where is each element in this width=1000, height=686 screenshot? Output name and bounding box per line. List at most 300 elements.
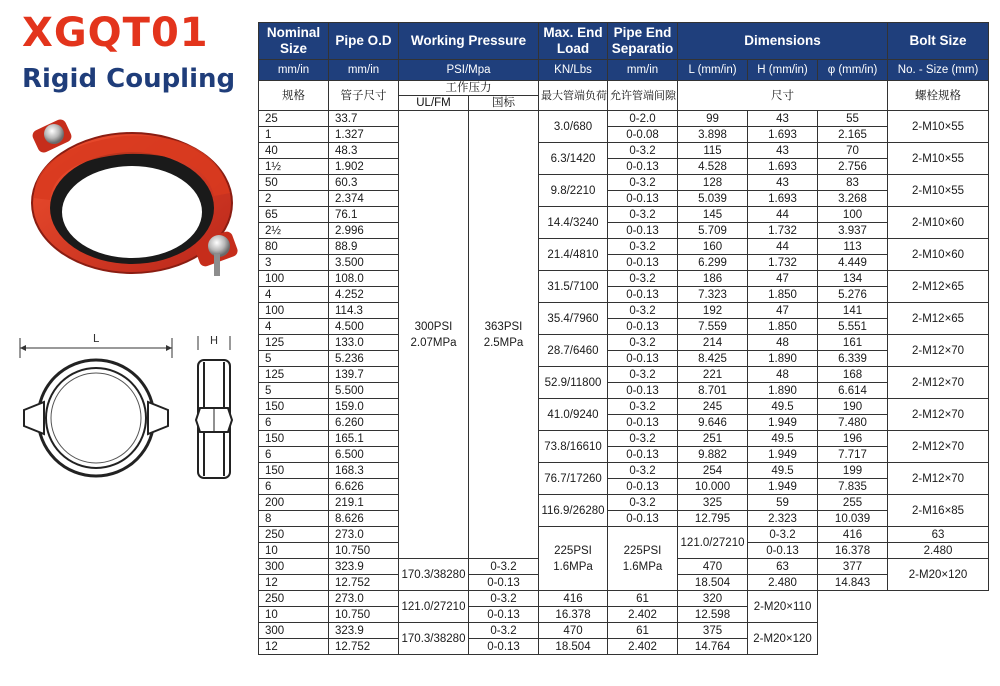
h-mm-cell: 44 (748, 239, 818, 255)
max-end-load-cell: 14.4/3240 (539, 207, 608, 239)
max-end-load-cell: 52.9/11800 (539, 367, 608, 399)
phi-mm-cell: 168 (818, 367, 888, 383)
od-mm-cell: 33.7 (329, 111, 399, 127)
od-in-cell: 2.374 (329, 191, 399, 207)
bolt-size-cell: 2-M12×70 (888, 463, 989, 495)
h-in-cell: 2.323 (748, 511, 818, 527)
l-in-cell: 8.425 (678, 351, 748, 367)
unit-wp: PSI/Mpa (399, 60, 539, 81)
h-in-cell: 1.949 (748, 479, 818, 495)
col-header-nominal-size: Nominal Size (259, 23, 329, 60)
od-mm-cell: 168.3 (329, 463, 399, 479)
max-end-load-cell: 116.9/26280 (539, 495, 608, 527)
l-in-cell: 3.898 (678, 127, 748, 143)
table-row (259, 239, 989, 255)
side-view-drawing (184, 330, 244, 480)
ul-fm-mpa: 2.07MPa (410, 336, 457, 349)
od-mm-cell: 60.3 (329, 175, 399, 191)
table-row (259, 303, 989, 319)
od-in-cell: 2.996 (329, 223, 399, 239)
table-row (259, 399, 989, 415)
col-header-bolt-size: Bolt Size (888, 23, 989, 60)
table-row (259, 159, 989, 175)
l-in-cell: 7.559 (678, 319, 748, 335)
separation-in-cell: 0-0.13 (608, 159, 678, 175)
l-mm-cell: 470 (539, 623, 608, 639)
separation-in-cell: 0-0.13 (608, 351, 678, 367)
bolt-size-cell: 2-M20×120 (888, 559, 989, 591)
h-in-cell: 2.402 (608, 607, 678, 623)
h-mm-cell: 43 (748, 175, 818, 191)
l-mm-cell: 99 (678, 111, 748, 127)
separation-in-cell: 0-0.13 (469, 639, 539, 655)
separation-in-cell: 0-0.13 (608, 511, 678, 527)
max-end-load-cell: 28.7/6460 (539, 335, 608, 367)
h-in-cell: 1.949 (748, 415, 818, 431)
od-in-cell: 1.902 (329, 159, 399, 175)
bolt-size-cell: 2-M20×110 (748, 591, 818, 623)
separation-in-cell: 0-0.13 (608, 415, 678, 431)
h-in-cell: 1.693 (748, 127, 818, 143)
table-row (259, 175, 989, 191)
gb-pressure-cell (469, 111, 539, 559)
l-in-cell: 9.882 (678, 447, 748, 463)
od-in-cell: 10.750 (329, 543, 399, 559)
phi-mm-cell: 320 (678, 591, 748, 607)
od-in-cell: 1.327 (329, 127, 399, 143)
bolt-size-cell: 2-M12×65 (888, 303, 989, 335)
phi-in-cell: 14.764 (678, 639, 748, 655)
phi-mm-cell: 134 (818, 271, 888, 287)
l-mm-cell: 128 (678, 175, 748, 191)
table-row (259, 191, 989, 207)
size-mm-cell: 100 (259, 303, 329, 319)
od-mm-cell: 114.3 (329, 303, 399, 319)
phi-mm-cell: 161 (818, 335, 888, 351)
l-in-cell: 18.504 (539, 639, 608, 655)
size-mm-cell: 300 (259, 559, 329, 575)
l-in-cell: 8.701 (678, 383, 748, 399)
h-mm-cell: 59 (748, 495, 818, 511)
l-mm-cell: 254 (678, 463, 748, 479)
max-end-load-cell: 76.7/17260 (539, 463, 608, 495)
cn-dims: 尺寸 (678, 81, 888, 111)
phi-in-cell: 6.339 (818, 351, 888, 367)
l-in-cell: 7.323 (678, 287, 748, 303)
table-row (259, 367, 989, 383)
table-row (259, 127, 989, 143)
bolt-size-cell: 2-M10×60 (888, 239, 989, 271)
table-row (259, 447, 989, 463)
l-mm-cell: 245 (678, 399, 748, 415)
l-in-cell: 18.504 (678, 575, 748, 591)
size-in-cell: 2½ (259, 223, 329, 239)
ul-fm-pressure-cell (539, 527, 608, 591)
table-row (259, 607, 989, 623)
separation-mm-cell: 0-3.2 (748, 527, 818, 543)
h-in-cell: 2.402 (608, 639, 678, 655)
phi-mm-cell: 196 (818, 431, 888, 447)
col-header-max-end-load: Max. End Load (539, 23, 608, 60)
l-in-cell: 12.795 (678, 511, 748, 527)
phi-in-cell: 10.039 (818, 511, 888, 527)
separation-mm-cell: 0-3.2 (469, 623, 539, 639)
separation-in-cell: 0-0.08 (608, 127, 678, 143)
size-in-cell: 3 (259, 255, 329, 271)
phi-in-cell: 3.937 (818, 223, 888, 239)
phi-mm-cell: 199 (818, 463, 888, 479)
max-end-load-cell: 9.8/2210 (539, 175, 608, 207)
gb-mpa: 1.6MPa (622, 560, 663, 573)
od-mm-cell: 323.9 (329, 559, 399, 575)
phi-in-cell: 5.276 (818, 287, 888, 303)
separation-in-cell: 0-0.13 (608, 447, 678, 463)
h-mm-cell: 63 (748, 559, 818, 575)
phi-in-cell: 7.717 (818, 447, 888, 463)
od-in-cell: 6.500 (329, 447, 399, 463)
bolt-size-cell: 2-M12×65 (888, 271, 989, 303)
separation-in-cell: 0-0.13 (608, 479, 678, 495)
table-row (259, 479, 989, 495)
phi-mm-cell: 70 (818, 143, 888, 159)
max-end-load-cell: 41.0/9240 (539, 399, 608, 431)
phi-in-cell: 14.843 (818, 575, 888, 591)
phi-in-cell: 2.756 (818, 159, 888, 175)
od-in-cell: 5.236 (329, 351, 399, 367)
table-row (259, 207, 989, 223)
max-end-load-cell: 31.5/7100 (539, 271, 608, 303)
table-row (259, 335, 989, 351)
product-model: XGQT01 (22, 10, 209, 56)
max-end-load-cell: 35.4/7960 (539, 303, 608, 335)
h-mm-cell: 49.5 (748, 399, 818, 415)
separation-mm-cell: 0-3.2 (608, 175, 678, 191)
separation-in-cell: 0-0.13 (748, 543, 818, 559)
size-in-cell: 1 (259, 127, 329, 143)
l-mm-cell: 192 (678, 303, 748, 319)
l-mm-cell: 416 (539, 591, 608, 607)
size-mm-cell: 125 (259, 335, 329, 351)
unit-phi: φ (mm/in) (818, 60, 888, 81)
table-row (259, 431, 989, 447)
od-mm-cell: 219.1 (329, 495, 399, 511)
od-mm-cell: 273.0 (329, 527, 399, 543)
l-in-cell: 16.378 (539, 607, 608, 623)
cn-bolt: 螺栓规格 (888, 81, 989, 111)
h-mm-cell: 48 (748, 335, 818, 351)
h-in-cell: 1.949 (748, 447, 818, 463)
front-view-drawing (14, 330, 184, 480)
l-mm-cell: 186 (678, 271, 748, 287)
od-mm-cell: 133.0 (329, 335, 399, 351)
h-mm-cell: 61 (608, 591, 678, 607)
l-mm-cell: 160 (678, 239, 748, 255)
phi-in-cell: 5.551 (818, 319, 888, 335)
unit-nominal: mm/in (259, 60, 329, 81)
h-in-cell: 1.732 (748, 223, 818, 239)
phi-in-cell: 3.268 (818, 191, 888, 207)
size-mm-cell: 100 (259, 271, 329, 287)
size-in-cell: 5 (259, 383, 329, 399)
table-row (259, 111, 989, 127)
table-row (259, 271, 989, 287)
ul-fm-mpa: 1.6MPa (553, 560, 593, 573)
phi-mm-cell: 83 (818, 175, 888, 191)
separation-mm-cell: 0-3.2 (608, 495, 678, 511)
phi-mm-cell: 375 (678, 623, 748, 639)
col-header-dimensions: Dimensions (678, 23, 888, 60)
bolt-size-cell: 2-M10×55 (888, 143, 989, 175)
bolt-size-cell: 2-M10×55 (888, 111, 989, 143)
od-mm-cell: 139.7 (329, 367, 399, 383)
separation-mm-cell: 0-3.2 (608, 463, 678, 479)
gb-mpa: 2.5MPa (483, 336, 524, 349)
col-header-pipe-od: Pipe O.D (329, 23, 399, 60)
size-in-cell: 6 (259, 415, 329, 431)
separation-mm-cell: 0-3.2 (469, 559, 539, 575)
bolt-size-cell: 2-M16×85 (888, 495, 989, 527)
separation-mm-cell: 0-3.2 (608, 367, 678, 383)
bolt-size-cell: 2-M12×70 (888, 399, 989, 431)
h-mm-cell: 47 (748, 271, 818, 287)
table-row (259, 623, 989, 639)
separation-in-cell: 0-0.13 (608, 191, 678, 207)
table-row (259, 639, 989, 655)
od-in-cell: 6.260 (329, 415, 399, 431)
specification-table (258, 22, 989, 655)
od-mm-cell: 76.1 (329, 207, 399, 223)
h-mm-cell: 49.5 (748, 431, 818, 447)
max-end-load-cell: 6.3/1420 (539, 143, 608, 175)
h-mm-cell: 61 (608, 623, 678, 639)
size-mm-cell: 150 (259, 399, 329, 415)
table-row (259, 383, 989, 399)
h-in-cell: 1.732 (748, 255, 818, 271)
cn-gb: 国标 (469, 96, 539, 111)
size-in-cell: 10 (259, 607, 329, 623)
separation-mm-cell: 0-3.2 (608, 431, 678, 447)
size-mm-cell: 50 (259, 175, 329, 191)
size-mm-cell: 250 (259, 591, 329, 607)
od-in-cell: 6.626 (329, 479, 399, 495)
max-end-load-cell: 21.4/4810 (539, 239, 608, 271)
max-end-load-cell: 170.3/38280 (399, 559, 469, 591)
separation-mm-cell: 0-3.2 (469, 591, 539, 607)
separation-mm-cell: 0-3.2 (608, 399, 678, 415)
coupling-photo (14, 108, 244, 308)
size-mm-cell: 40 (259, 143, 329, 159)
cn-nominal: 规格 (259, 81, 329, 111)
l-in-cell: 5.709 (678, 223, 748, 239)
separation-in-cell: 0-0.13 (469, 607, 539, 623)
od-mm-cell: 159.0 (329, 399, 399, 415)
h-in-cell: 1.693 (748, 159, 818, 175)
bolt-size-cell: 2-M12×70 (888, 431, 989, 463)
size-in-cell: 2 (259, 191, 329, 207)
max-end-load-cell: 3.0/680 (539, 111, 608, 143)
unit-h: H (mm/in) (748, 60, 818, 81)
phi-in-cell: 7.480 (818, 415, 888, 431)
phi-mm-cell: 255 (818, 495, 888, 511)
bolt-size-cell: 2-M20×120 (748, 623, 818, 655)
h-in-cell: 1.890 (748, 383, 818, 399)
table-row (259, 319, 989, 335)
l-mm-cell: 145 (678, 207, 748, 223)
h-mm-cell: 48 (748, 367, 818, 383)
h-mm-cell: 49.5 (748, 463, 818, 479)
table-row (259, 495, 989, 511)
size-in-cell: 8 (259, 511, 329, 527)
od-mm-cell: 108.0 (329, 271, 399, 287)
l-mm-cell: 221 (678, 367, 748, 383)
size-mm-cell: 200 (259, 495, 329, 511)
phi-mm-cell: 377 (818, 559, 888, 575)
size-mm-cell: 150 (259, 463, 329, 479)
bolt-size-cell: 2-M10×60 (888, 207, 989, 239)
separation-in-cell: 0-0.13 (608, 255, 678, 271)
h-in-cell: 1.693 (748, 191, 818, 207)
phi-in-cell: 2.165 (818, 127, 888, 143)
h-in-cell: 1.850 (748, 287, 818, 303)
size-mm-cell: 300 (259, 623, 329, 639)
phi-mm-cell: 113 (818, 239, 888, 255)
separation-mm-cell: 0-3.2 (608, 271, 678, 287)
size-in-cell: 6 (259, 479, 329, 495)
phi-in-cell: 7.835 (818, 479, 888, 495)
phi-mm-cell: 55 (818, 111, 888, 127)
table-row (259, 591, 989, 607)
cn-wp: 工作压力 (399, 81, 539, 96)
table-row (259, 351, 989, 367)
size-in-cell: 1½ (259, 159, 329, 175)
separation-in-cell: 0-0.13 (608, 319, 678, 335)
size-mm-cell: 150 (259, 431, 329, 447)
phi-in-cell: 12.598 (678, 607, 748, 623)
size-in-cell: 4 (259, 287, 329, 303)
cn-sep: 允许管端间隙 (608, 81, 678, 111)
size-in-cell: 12 (259, 639, 329, 655)
size-mm-cell: 80 (259, 239, 329, 255)
separation-mm-cell: 0-3.2 (608, 143, 678, 159)
od-in-cell: 10.750 (329, 607, 399, 623)
phi-in-cell: 6.614 (818, 383, 888, 399)
table-row (259, 511, 989, 527)
l-in-cell: 5.039 (678, 191, 748, 207)
l-mm-cell: 214 (678, 335, 748, 351)
separation-mm-cell: 0-3.2 (608, 303, 678, 319)
size-in-cell: 6 (259, 447, 329, 463)
separation-in-cell: 0-0.13 (608, 223, 678, 239)
phi-in-cell: 4.449 (818, 255, 888, 271)
l-mm-cell: 115 (678, 143, 748, 159)
h-in-cell: 1.850 (748, 319, 818, 335)
table-row (259, 287, 989, 303)
separation-mm-cell: 0-3.2 (608, 239, 678, 255)
gb-psi: 225PSI (623, 544, 662, 557)
unit-l: L (mm/in) (678, 60, 748, 81)
product-name: Rigid Coupling (22, 64, 236, 94)
phi-mm-cell: 190 (818, 399, 888, 415)
ul-fm-pressure-cell (399, 111, 469, 559)
od-mm-cell: 48.3 (329, 143, 399, 159)
max-end-load-cell: 73.8/16610 (539, 431, 608, 463)
table-row (259, 223, 989, 239)
unit-bolt: No. - Size (mm) (888, 60, 989, 81)
table-row (259, 463, 989, 479)
od-in-cell: 5.500 (329, 383, 399, 399)
h-mm-cell: 44 (748, 207, 818, 223)
separation-mm-cell: 0-3.2 (608, 207, 678, 223)
l-in-cell: 16.378 (818, 543, 888, 559)
max-end-load-cell: 170.3/38280 (399, 623, 469, 655)
l-mm-cell: 325 (678, 495, 748, 511)
size-mm-cell: 25 (259, 111, 329, 127)
size-mm-cell: 125 (259, 367, 329, 383)
cn-ul: UL/FM (399, 96, 469, 111)
ul-fm-psi: 225PSI (554, 544, 592, 557)
bolt-size-cell: 2-M10×55 (888, 175, 989, 207)
cn-od: 管子尺寸 (329, 81, 399, 111)
l-in-cell: 6.299 (678, 255, 748, 271)
phi-mm-cell: 100 (818, 207, 888, 223)
size-mm-cell: 65 (259, 207, 329, 223)
l-in-cell: 9.646 (678, 415, 748, 431)
phi-mm-cell: 141 (818, 303, 888, 319)
od-mm-cell: 273.0 (329, 591, 399, 607)
table-row (259, 415, 989, 431)
cn-load: 最大管端负荷 (539, 81, 608, 111)
od-mm-cell: 88.9 (329, 239, 399, 255)
separation-in-cell: 0-0.13 (608, 383, 678, 399)
size-in-cell: 10 (259, 543, 329, 559)
height-label: H (209, 334, 219, 347)
size-mm-cell: 250 (259, 527, 329, 543)
max-end-load-cell: 121.0/27210 (399, 591, 469, 623)
max-end-load-cell: 121.0/27210 (678, 527, 748, 559)
l-in-cell: 4.528 (678, 159, 748, 175)
col-header-working-pressure: Working Pressure (399, 23, 539, 60)
od-in-cell: 4.252 (329, 287, 399, 303)
size-in-cell: 12 (259, 575, 329, 591)
gb-pressure-cell (608, 527, 678, 591)
length-label: L (92, 332, 100, 345)
h-mm-cell: 43 (748, 111, 818, 127)
gb-psi: 363PSI (484, 320, 523, 333)
l-mm-cell: 416 (818, 527, 888, 543)
separation-in-cell: 0-0.13 (608, 287, 678, 303)
od-in-cell: 12.752 (329, 575, 399, 591)
h-in-cell: 2.480 (748, 575, 818, 591)
od-in-cell: 3.500 (329, 255, 399, 271)
h-mm-cell: 47 (748, 303, 818, 319)
size-in-cell: 4 (259, 319, 329, 335)
bolt-size-cell: 2-M12×70 (888, 367, 989, 399)
size-in-cell: 5 (259, 351, 329, 367)
l-mm-cell: 470 (678, 559, 748, 575)
h-mm-cell: 63 (888, 527, 989, 543)
separation-mm-cell: 0-2.0 (608, 111, 678, 127)
h-mm-cell: 43 (748, 143, 818, 159)
od-in-cell: 4.500 (329, 319, 399, 335)
l-in-cell: 10.000 (678, 479, 748, 495)
separation-mm-cell: 0-3.2 (608, 335, 678, 351)
table-row (259, 527, 989, 543)
bolt-size-cell: 2-M12×70 (888, 335, 989, 367)
od-in-cell: 8.626 (329, 511, 399, 527)
col-header-pipe-end-separation: Pipe End Separatio (608, 23, 678, 60)
od-in-cell: 12.752 (329, 639, 399, 655)
ul-fm-psi: 300PSI (414, 320, 453, 333)
